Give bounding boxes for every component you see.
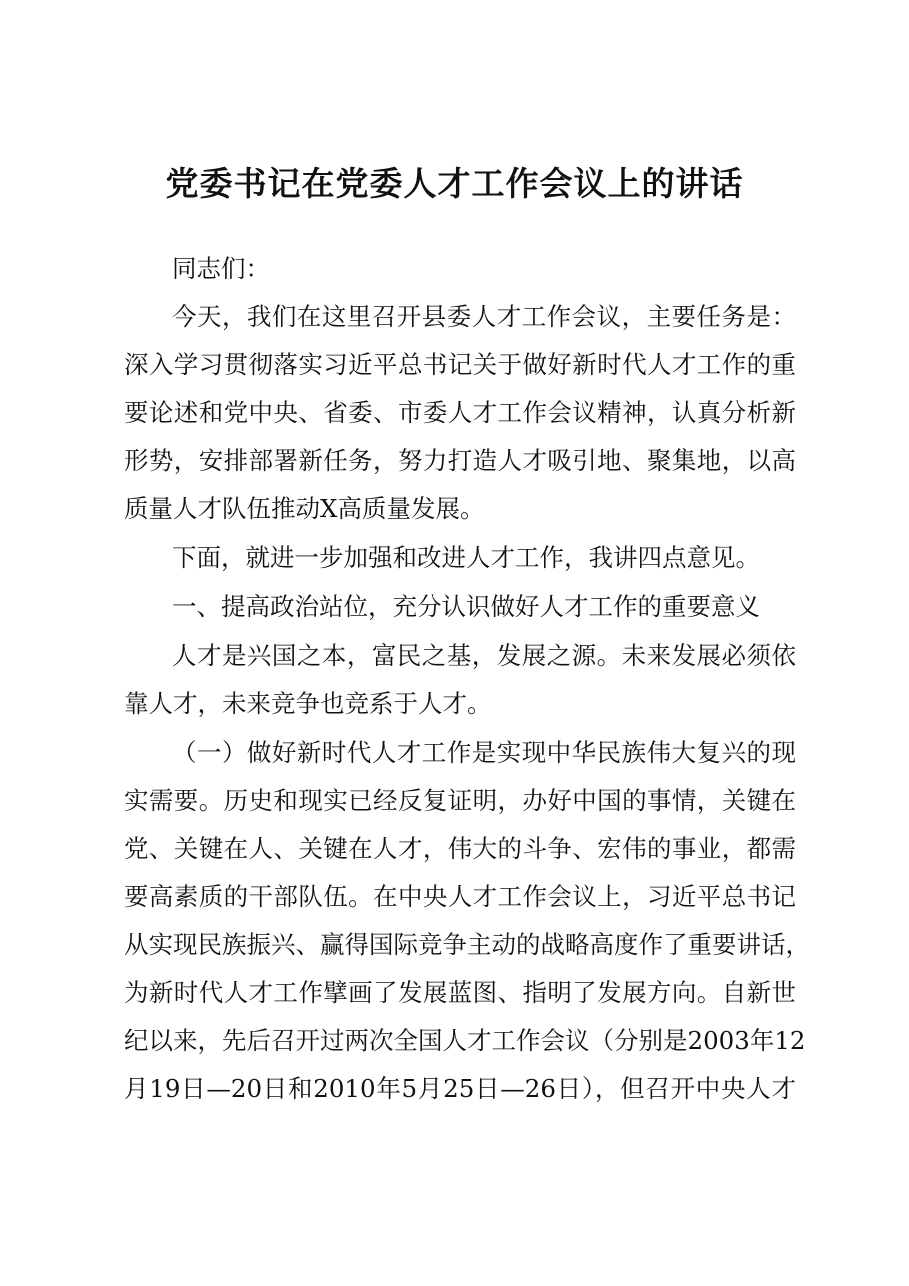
paragraph-line: 今天，我们在这里召开县委人才工作会议，主要任务是： <box>172 302 796 331</box>
section-heading: 一、提高政治站位，充分认识做好人才工作的重要意义 <box>172 592 760 621</box>
paragraph-line: 从实现民族振兴、赢得国际竞争主动的战略高度作了重要讲话， <box>124 930 810 959</box>
paragraph-line: 纪以来，先后召开过两次全国人才工作会议（分别是2003年12 <box>124 1026 806 1055</box>
paragraph-line: 要论述和党中央、省委、市委人才工作会议精神，认真分析新 <box>124 398 796 427</box>
paragraph-line: 月19日—20日和2010年5月25日—26日），但召开中央人才 <box>124 1074 796 1103</box>
paragraph-line: 党、关键在人、关键在人才，伟大的斗争、宏伟的事业，都需 <box>124 834 796 863</box>
paragraph-line: 形势，安排部署新任务，努力打造人才吸引地、聚集地，以高 <box>124 446 796 475</box>
paragraph-line: 深入学习贯彻落实习近平总书记关于做好新时代人才工作的重 <box>124 350 796 379</box>
paragraph-line: 质量人才队伍推动X高质量发展。 <box>124 494 485 523</box>
document-title: 党委书记在党委人才工作会议上的讲话 <box>165 164 744 203</box>
paragraph-line: 要高素质的干部队伍。在中央人才工作会议上，习近平总书记 <box>124 882 796 911</box>
salutation: 同志们： <box>172 254 270 283</box>
paragraph-line: 人才是兴国之本，富民之基，发展之源。未来发展必须依 <box>172 641 796 670</box>
paragraph-line: 下面，就进一步加强和改进人才工作，我讲四点意见。 <box>172 543 760 572</box>
paragraph-line: 靠人才，未来竞争也竞系于人才。 <box>124 689 492 718</box>
paragraph-line: （一）做好新时代人才工作是实现中华民族伟大复兴的现 <box>172 738 796 767</box>
paragraph-line: 实需要。历史和现实已经反复证明，办好中国的事情，关键在 <box>124 786 796 815</box>
paragraph-line: 为新时代人才工作擘画了发展蓝图、指明了发展方向。自新世 <box>124 978 796 1007</box>
